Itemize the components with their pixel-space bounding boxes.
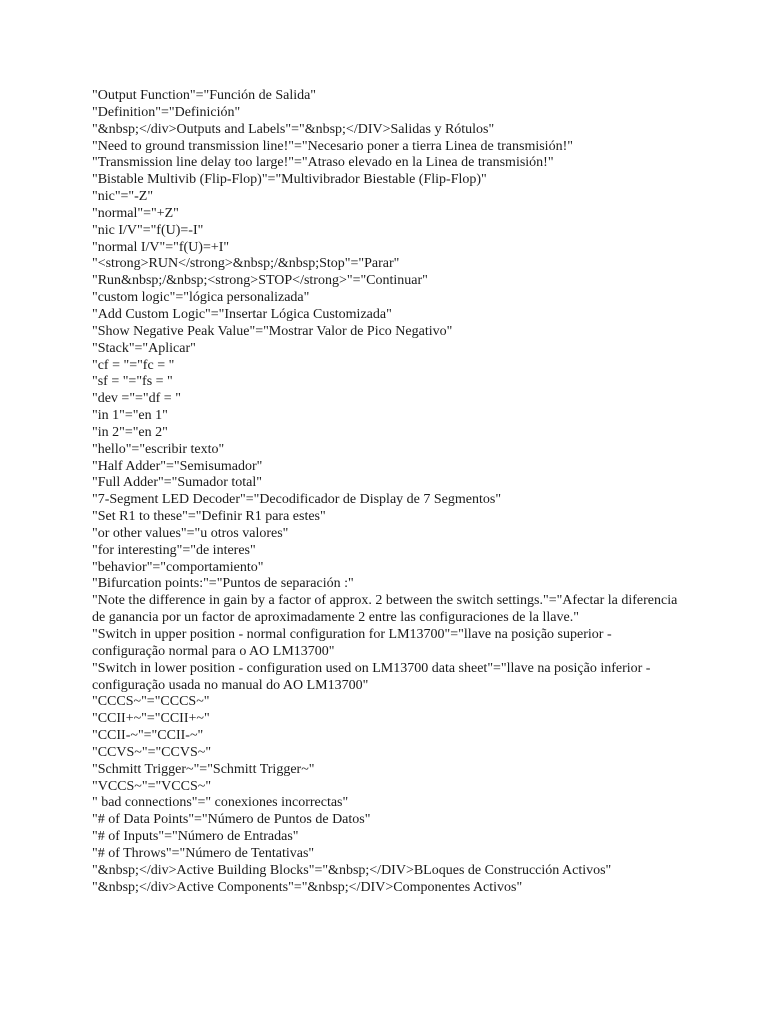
translation-line: "CCII-~"="CCII-~" bbox=[92, 728, 204, 744]
translation-line: "behavior"="comportamiento" bbox=[92, 559, 264, 575]
translation-line: "or other values"="u otros valores" bbox=[92, 525, 289, 541]
translation-line: "normal I/V"="f(U)=+I" bbox=[92, 239, 230, 255]
translation-line: "# of Throws"="Número de Tentativas" bbox=[92, 845, 315, 861]
translation-line: "Need to ground transmission line!"="Necesario poner a tierra Linea de transmisión!" bbox=[92, 138, 573, 154]
translation-line: "Set R1 to these"="Definir R1 para estes" bbox=[92, 509, 326, 525]
translation-line: "in 1"="en 1" bbox=[92, 408, 168, 424]
translation-line: "normal"="+Z" bbox=[92, 205, 179, 221]
translation-document bbox=[92, 88, 682, 897]
translation-line: " bad connections"=" conexiones incorrectas" bbox=[92, 795, 349, 811]
translation-line: "Show Negative Peak Value"="Mostrar Valor de Pico Negativo" bbox=[92, 323, 453, 339]
translation-line: "&nbsp;</div>Active Building Blocks"="&nbsp;</DIV>BLoques de Construcción Activos" bbox=[92, 862, 612, 878]
translation-line: "&nbsp;</div>Outputs and Labels"="&nbsp;</DIV>Salidas y Rótulos" bbox=[92, 121, 495, 137]
translation-line: "nic I/V"="f(U)=-I" bbox=[92, 222, 204, 238]
translation-line: "sf = "="fs = " bbox=[92, 374, 173, 390]
translation-line: "Transmission line delay too large!"="Atraso elevado en la Linea de transmisión!" bbox=[92, 155, 554, 171]
translation-line: "nic"="-Z" bbox=[92, 189, 154, 205]
translation-line: "Bifurcation points:"="Puntos de separación :" bbox=[92, 576, 354, 592]
translation-line: "for interesting"="de interes" bbox=[92, 542, 256, 558]
translation-line: "Switch in lower position - configuration used on LM13700 data sheet"="llave na posição inferior - configuração usada no manual do AO LM13700" bbox=[92, 660, 654, 693]
translation-line: "Definition"="Definición" bbox=[92, 104, 241, 120]
translation-line: "Note the difference in gain by a factor of approx. 2 between the switch settings."="Afectar la diferencia de ganancia por un factor de aproximadamente 2 entre las configuraciones de la llave." bbox=[92, 593, 681, 626]
translation-line: "custom logic"="lógica personalizada" bbox=[92, 290, 310, 306]
translation-line: "Half Adder"="Semisumador" bbox=[92, 458, 263, 474]
translation-line: "in 2"="en 2" bbox=[92, 424, 168, 440]
translation-line: "CCVS~"="CCVS~" bbox=[92, 744, 212, 760]
translation-line: "cf = "="fc = " bbox=[92, 357, 175, 373]
translation-line: "# of Inputs"="Número de Entradas" bbox=[92, 829, 299, 845]
translation-line: "&nbsp;</div>Active Components"="&nbsp;</DIV>Componentes Activos" bbox=[92, 879, 523, 895]
translation-line: "Add Custom Logic"="Insertar Lógica Customizada" bbox=[92, 306, 392, 322]
translation-line: "hello"="escribir texto" bbox=[92, 441, 225, 457]
translation-line: "7-Segment LED Decoder"="Decodificador de Display de 7 Segmentos" bbox=[92, 492, 502, 508]
translation-line: "# of Data Points"="Número de Puntos de Datos" bbox=[92, 812, 371, 828]
translation-line: "CCCS~"="CCCS~" bbox=[92, 694, 210, 710]
translation-line: "Schmitt Trigger~"="Schmitt Trigger~" bbox=[92, 761, 315, 777]
translation-line: "VCCS~"="VCCS~" bbox=[92, 778, 212, 794]
translation-line: "Output Function"="Función de Salida" bbox=[92, 88, 317, 103]
translation-line: "Bistable Multivib (Flip-Flop)"="Multivibrador Biestable (Flip-Flop)" bbox=[92, 172, 487, 188]
translation-line: "Run&nbsp;/&nbsp;<strong>STOP</strong>"="Continuar" bbox=[92, 273, 428, 289]
translation-line: "dev ="="df = " bbox=[92, 391, 181, 407]
translation-line: "<strong>RUN</strong>&nbsp;/&nbsp;Stop"="Parar" bbox=[92, 256, 400, 272]
translation-line: "CCII+~"="CCII+~" bbox=[92, 711, 210, 727]
translation-line: "Full Adder"="Sumador total" bbox=[92, 475, 262, 491]
translation-line: "Stack"="Aplicar" bbox=[92, 340, 196, 356]
translation-line: "Switch in upper position - normal configuration for LM13700"="llave na posição superior - configuração normal para o AO LM13700" bbox=[92, 627, 616, 659]
